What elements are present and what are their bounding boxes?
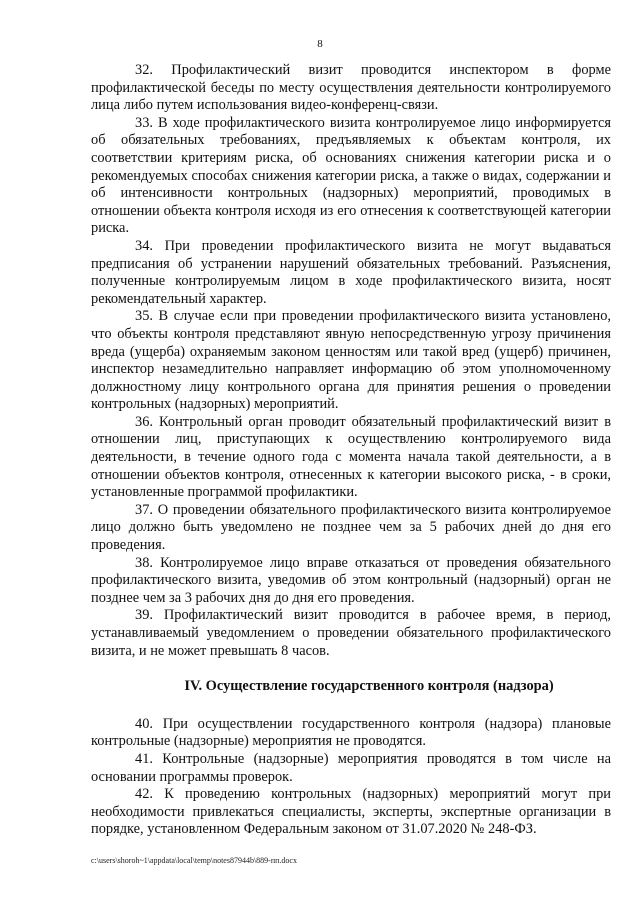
section-heading: IV. Осуществление государственного контроля (надзора) bbox=[184, 678, 554, 695]
document-body bbox=[91, 62, 611, 839]
paragraph-36: 36. Контрольный орган проводит обязательный профилактический визит в отношении лиц, приступающих к осуществлению контролируемого вида деятельности, в течение одного года с момента начала такой деятельности, а в отношении объектов контроля, отнесенных к категории высокого риска, - в сроки, установленные программой профилактики. bbox=[91, 413, 611, 501]
paragraph-34: 34. При проведении профилактического визита не могут выдаваться предписания об устранении нарушений обязательных требований. Разъяснения, полученные контролируемым лицом в ходе профилактического визита, носят рекомендательный характер. bbox=[91, 237, 611, 307]
paragraph-32: 32. Профилактический визит проводится инспектором в форме профилактической беседы по месту осуществления деятельности контролируемого лица либо путем использования видео-конференц-связи. bbox=[91, 62, 611, 114]
paragraph-41: 41. Контрольные (надзорные) мероприятия проводятся в том числе на основании программы проверок. bbox=[91, 750, 611, 785]
footer-file-path: c:\users\shoroh~1\appdata\local\temp\notes87944b\889-пп.docx bbox=[91, 856, 297, 865]
paragraph-33: 33. В ходе профилактического визита контролируемое лицо информируется об обязательных требованиях, предъявляемых к объектам контроля, их соответствии критериям риска, об основаниях снижения категории риска и о рекомендуемых способах снижения категории риска, а также о видах, содержании и об интенсивности контрольных (надзорных) мероприятий, проводимых в отношении объекта контроля исходя из его отнесения к соответствующей категории риска. bbox=[91, 114, 611, 237]
paragraph-40: 40. При осуществлении государственного контроля (надзора) плановые контрольные (надзорные) мероприятия не проводятся. bbox=[91, 715, 611, 750]
page-number: 8 bbox=[317, 38, 323, 50]
paragraph-37: 37. О проведении обязательного профилактического визита контролируемое лицо должно быть уведомлено не позднее чем за 5 рабочих дней до дня его проведения. bbox=[91, 501, 611, 554]
paragraph-38: 38. Контролируемое лицо вправе отказаться от проведения обязательного профилактического визита, уведомив об этом контрольный (надзорный) орган не позднее чем за 3 рабочих дня до дня его проведения. bbox=[91, 554, 611, 606]
paragraph-42: 42. К проведению контрольных (надзорных) мероприятий могут при необходимости привлекаться специалисты, эксперты, экспертные организации в порядке, установленном Федеральным законом от 31.07.2020 № 248-ФЗ. bbox=[91, 786, 611, 838]
paragraph-39: 39. Профилактический визит проводится в рабочее время, в период, устанавливаемый уведомлением о проведении обязательного профилактического визита, и не может превышать 8 часов. bbox=[91, 607, 611, 659]
paragraph-35: 35. В случае если при проведении профилактического визита установлено, что объекты контроля представляют явную непосредственную угрозу причинения вреда (ущерба) охраняемым законом ценностям или такой вред (ущерб) причинен, инспектор незамедлительно направляет информацию об этом уполномоченному должностному лицу контрольного органа для принятия решения о проведении контрольных (надзорных) мероприятий. bbox=[91, 308, 611, 413]
